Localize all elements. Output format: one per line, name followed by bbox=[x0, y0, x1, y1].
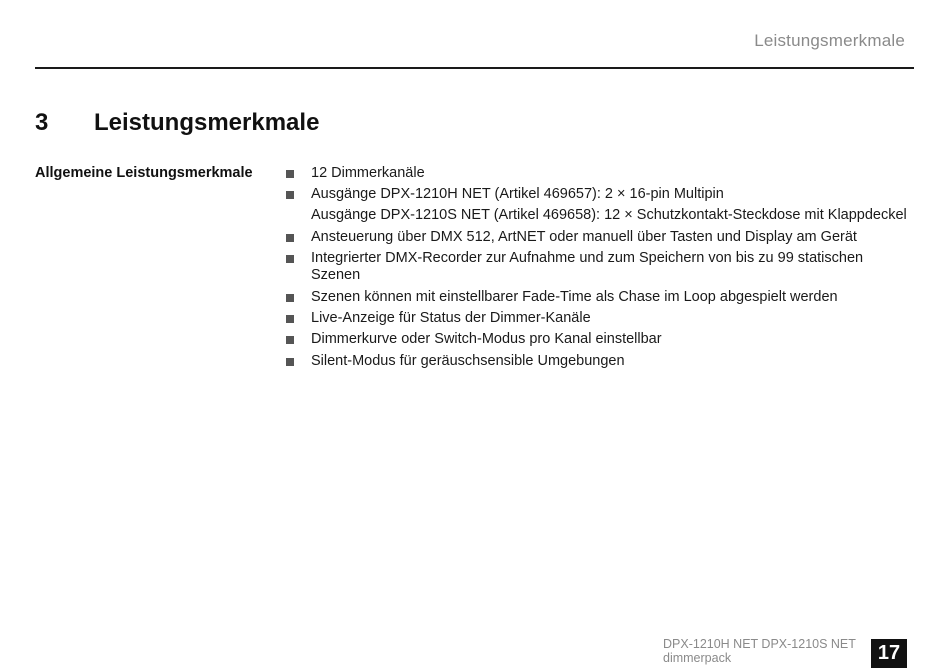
header-divider bbox=[35, 67, 914, 69]
square-bullet-icon bbox=[286, 358, 294, 366]
square-bullet-icon bbox=[286, 191, 294, 199]
square-bullet-icon bbox=[286, 315, 294, 323]
list-item-text: Szenen können mit einstellbarer Fade-Time als Chase im Loop abgespielt werden bbox=[311, 288, 838, 305]
list-item bbox=[285, 250, 915, 285]
footer-product-name: DPX-1210H NET DPX-1210S NET dimmerpack bbox=[663, 637, 856, 665]
list-item bbox=[285, 353, 915, 371]
list-item bbox=[285, 165, 915, 183]
list-item bbox=[285, 310, 915, 328]
list-item-text: Silent-Modus für geräuschsensible Umgebungen bbox=[311, 352, 625, 369]
square-bullet-icon bbox=[286, 170, 294, 178]
chapter-title: Leistungsmerkmale bbox=[94, 109, 320, 136]
list-item-text: Ausgänge DPX-1210H NET (Artikel 469657): 2 × 16-pin Multipin bbox=[311, 186, 724, 203]
square-bullet-icon bbox=[286, 255, 294, 263]
feature-list bbox=[285, 165, 915, 374]
list-item bbox=[285, 229, 915, 247]
section-label: Allgemeine Leistungsmerkmale bbox=[35, 165, 253, 181]
list-item-text: Dimmerkurve oder Switch-Modus pro Kanal einstellbar bbox=[311, 331, 662, 348]
list-item-text: Ansteuerung über DMX 512, ArtNET oder manuell über Tasten und Display am Gerät bbox=[311, 228, 857, 245]
list-item-text: Integrierter DMX-Recorder zur Aufnahme und zum Speichern von bis zu 99 statischen Szenen bbox=[311, 249, 864, 284]
square-bullet-icon bbox=[286, 336, 294, 344]
list-item bbox=[285, 186, 915, 225]
square-bullet-icon bbox=[286, 234, 294, 242]
list-item-text: Ausgänge DPX-1210S NET (Artikel 469658): 12 × Schutzkontakt-Steckdose mit Klappdeckel bbox=[311, 207, 907, 224]
list-item bbox=[285, 289, 915, 307]
running-header-title: Leistungsmerkmale bbox=[754, 31, 905, 50]
page-number-badge: 17 bbox=[871, 639, 907, 668]
list-item-text: Live-Anzeige für Status der Dimmer-Kanäle bbox=[311, 309, 591, 326]
chapter-heading bbox=[35, 109, 319, 137]
list-item-text: 12 Dimmerkanäle bbox=[311, 165, 425, 181]
chapter-number: 3 bbox=[35, 109, 49, 136]
list-item bbox=[285, 331, 915, 349]
square-bullet-icon bbox=[286, 294, 294, 302]
